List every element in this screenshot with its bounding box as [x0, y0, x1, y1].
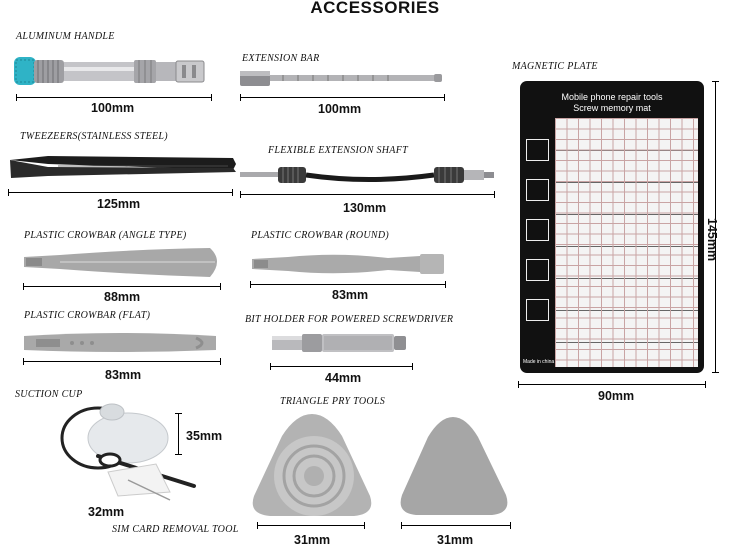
- magnetic-plate-height: 145mm: [705, 218, 719, 262]
- crowbar-flat-dimension-line: [23, 361, 221, 362]
- bit-holder-size: 44mm: [325, 371, 362, 385]
- flex-shaft-label: FLEXIBLE EXTENSION SHAFT: [268, 145, 408, 156]
- bit-holder-image: [270, 330, 410, 356]
- page-title: ACCESSORIES: [310, 0, 440, 17]
- suction-cup-height: 35mm: [186, 429, 223, 443]
- magnetic-mat: [520, 81, 704, 373]
- mat-slot-1: [526, 139, 549, 161]
- crowbar-flat-size: 83mm: [105, 368, 142, 382]
- triangle-pry-tool-1-image: [250, 410, 375, 520]
- triangle-pry-2-dimension-line: [401, 525, 511, 526]
- aluminum-handle-image: [10, 52, 210, 92]
- crowbar-flat-label: PLASTIC CROWBAR (FLAT): [24, 310, 151, 321]
- magnetic-plate-width: 90mm: [598, 389, 635, 403]
- extension-bar-dimension-line: [240, 97, 445, 98]
- mat-slot-3: [526, 219, 549, 241]
- extension-bar-size: 100mm: [318, 102, 362, 116]
- flex-shaft-size: 130mm: [343, 201, 387, 215]
- suction-cup-height-line: [178, 413, 179, 455]
- aluminum-handle-label: ALUMINUM HANDLE: [16, 31, 115, 42]
- triangle-pry-label: TRIANGLE PRY TOOLS: [280, 396, 386, 407]
- crowbar-angle-image: [20, 245, 225, 281]
- crowbar-angle-dimension-line: [23, 286, 221, 287]
- crowbar-round-image: [248, 250, 448, 280]
- aluminum-handle-dimension-line: [16, 97, 212, 98]
- triangle-pry-tool-2-image: [398, 413, 513, 518]
- flex-shaft-image: [238, 162, 500, 188]
- mat-slot-2: [526, 179, 549, 201]
- extension-bar-image: [238, 68, 448, 90]
- triangle-pry-size-1: 31mm: [294, 533, 331, 547]
- suction-cup-width: 32mm: [88, 505, 125, 519]
- crowbar-flat-image: [20, 328, 222, 358]
- magnetic-plate-width-line: [518, 384, 706, 385]
- crowbar-angle-size: 88mm: [104, 290, 141, 304]
- mat-made-in: Made in china: [523, 359, 555, 365]
- mat-grid: [555, 118, 698, 367]
- crowbar-angle-label: PLASTIC CROWBAR (ANGLE TYPE): [24, 230, 187, 241]
- triangle-pry-1-dimension-line: [257, 525, 365, 526]
- crowbar-round-dimension-line: [250, 284, 446, 285]
- suction-cup-label: SUCTION CUP: [15, 389, 83, 400]
- mat-title-line-1: Mobile phone repair tools: [561, 92, 663, 102]
- magnetic-plate-label: MAGNETIC PLATE: [512, 61, 598, 72]
- crowbar-round-label: PLASTIC CROWBAR (ROUND): [251, 230, 389, 241]
- aluminum-handle-size: 100mm: [91, 101, 135, 115]
- tweezers-size: 125mm: [97, 197, 141, 211]
- mat-title-line-2: Screw memory mat: [573, 103, 651, 113]
- mat-slot-5: [526, 299, 549, 321]
- tweezers-dimension-line: [8, 192, 233, 193]
- crowbar-round-size: 83mm: [332, 288, 369, 302]
- flex-shaft-dimension-line: [240, 194, 495, 195]
- tweezers-label: TWEEZEERS(STAINLESS STEEL): [20, 131, 168, 142]
- triangle-pry-size-2: 31mm: [437, 533, 474, 547]
- tweezers-image: [8, 150, 238, 184]
- extension-bar-label: EXTENSION BAR: [242, 53, 320, 64]
- sim-tool-label: SIM CARD REMOVAL TOOL: [112, 524, 239, 535]
- bit-holder-label: BIT HOLDER FOR POWERED SCREWDRIVER: [245, 314, 454, 325]
- mat-slot-4: [526, 259, 549, 281]
- bit-holder-dimension-line: [270, 366, 413, 367]
